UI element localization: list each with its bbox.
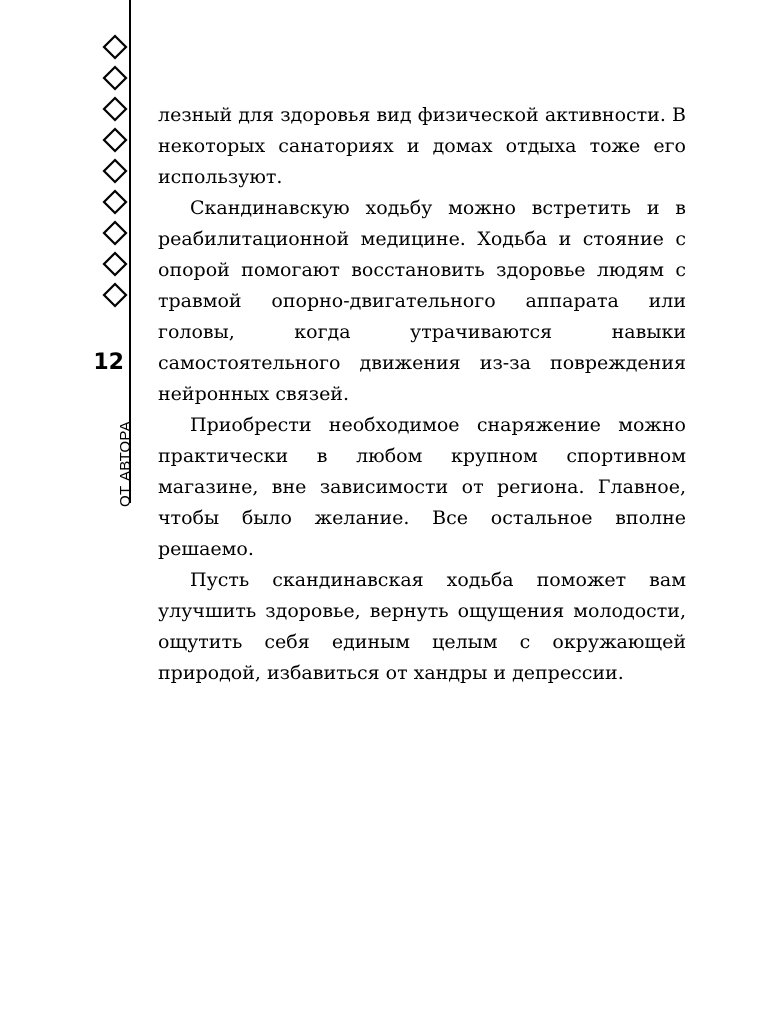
paragraph-continued: лезный для здоровья вид физической активности. В некоторых санаториях и домах отдыха тоже его используют.	[158, 104, 686, 188]
diamond-icon	[102, 282, 128, 308]
diamond-icon	[102, 220, 128, 246]
diamond-icon	[102, 96, 128, 122]
diamond-ornament-column	[102, 34, 128, 313]
diamond-icon	[102, 34, 128, 60]
diamond-icon	[102, 251, 128, 277]
paragraph: Скандинавскую ходьбу можно встретить и в реабилитационной медицине. Ходьба и стояние с опорой помогают восстановить здоровье людям с травмой опорно-двигательного аппарата или головы, когда утрачиваются навыки самостоятельного движения из-за повреждения нейронных связей.	[158, 197, 686, 405]
page-number: 12	[93, 350, 124, 375]
paragraph: Приобрести необходимое снаряжение можно практически в любом крупном спортивном магазине, вне зависимости от региона. Главное, чтобы было желание. Все остальное вполне решаемо.	[158, 414, 686, 560]
diamond-icon	[102, 158, 128, 184]
diamond-icon	[102, 189, 128, 215]
running-section-label: ОТ АВТОРА	[117, 421, 134, 507]
diamond-icon	[102, 127, 128, 153]
paragraph: Пусть скандинавская ходьба поможет вам улучшить здоровье, вернуть ощущения молодости, ощутить себя единым целым с окружающей природой, избавиться от хандры и депрессии.	[158, 569, 686, 684]
diamond-icon	[102, 65, 128, 91]
body-text	[158, 100, 686, 689]
